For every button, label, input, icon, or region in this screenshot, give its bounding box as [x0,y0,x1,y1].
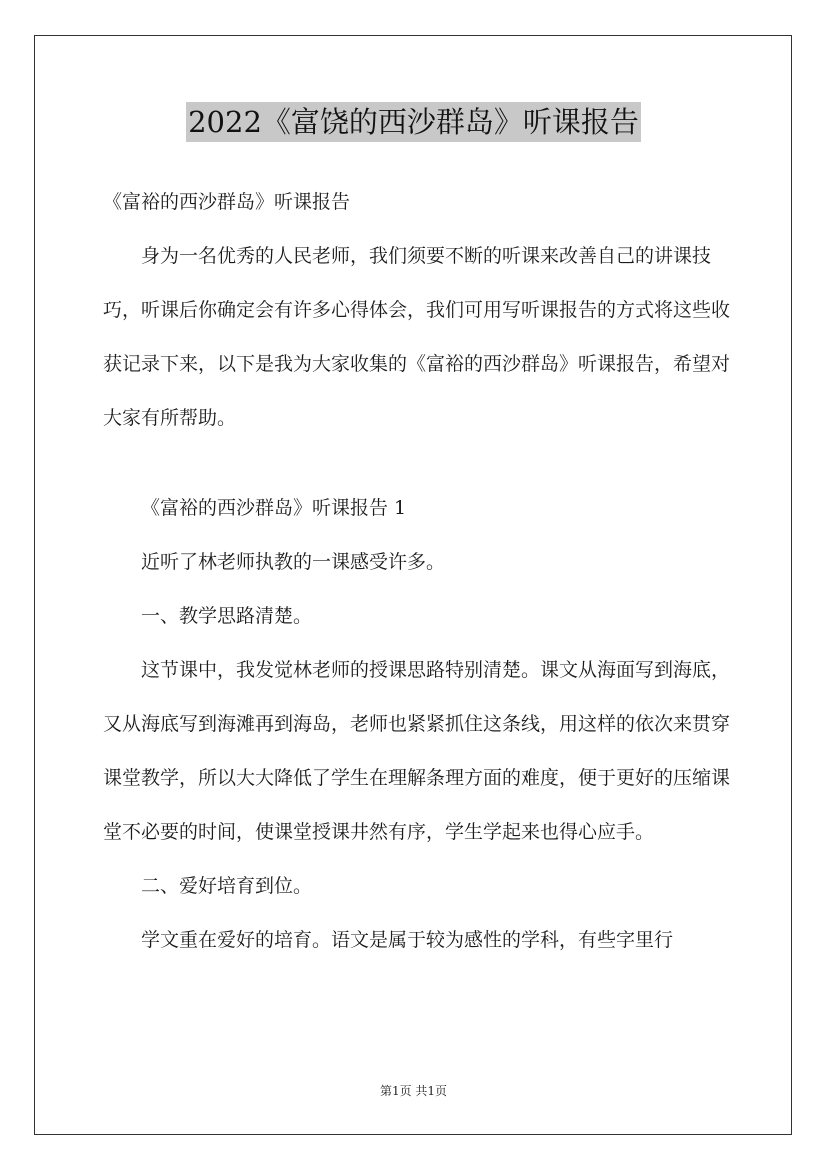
title-container [0,102,827,142]
intro-paragraph: 身为一名优秀的人民老师，我们须要不断的听课来改善自己的讲课技巧，听课后你确定会有许多心得体会，我们可用写听课报告的方式将这些收获记录下来，以下是我为大家收集的《富裕的西沙群岛》听课报告，希望对大家有所帮助。 [103,245,731,429]
page-number: 第1页 共1页 [379,1084,448,1098]
section-gap [103,445,733,481]
paragraph-3: 学文重在爱好的培育。语文是属于较为感性的学科，有些字里行 [141,929,674,951]
section-title: 《富裕的西沙群岛》听课报告 1 [141,497,407,519]
page-footer [0,1082,827,1099]
document-body [103,175,733,967]
paragraph-1: 近听了林老师执教的一课感受许多。 [141,551,446,573]
document-subtitle: 《富裕的西沙群岛》听课报告 [103,191,351,213]
paragraph-2: 这节课中，我发觉林老师的授课思路特别清楚。课文从海面写到海底，又从海底写到海滩再到海岛，老师也紧紧抓住这条线，用这样的依次来贯穿课堂教学，所以大大降低了学生在理解条理方面的难度，便于更好的压缩课堂不必要的时间，使课堂授课井然有序，学生学起来也得心应手。 [103,659,731,843]
heading-1: 一、教学思路清楚。 [141,605,313,627]
document-title: 2022《富饶的西沙群岛》听课报告 [186,102,641,142]
heading-2: 二、爱好培育到位。 [141,875,313,897]
